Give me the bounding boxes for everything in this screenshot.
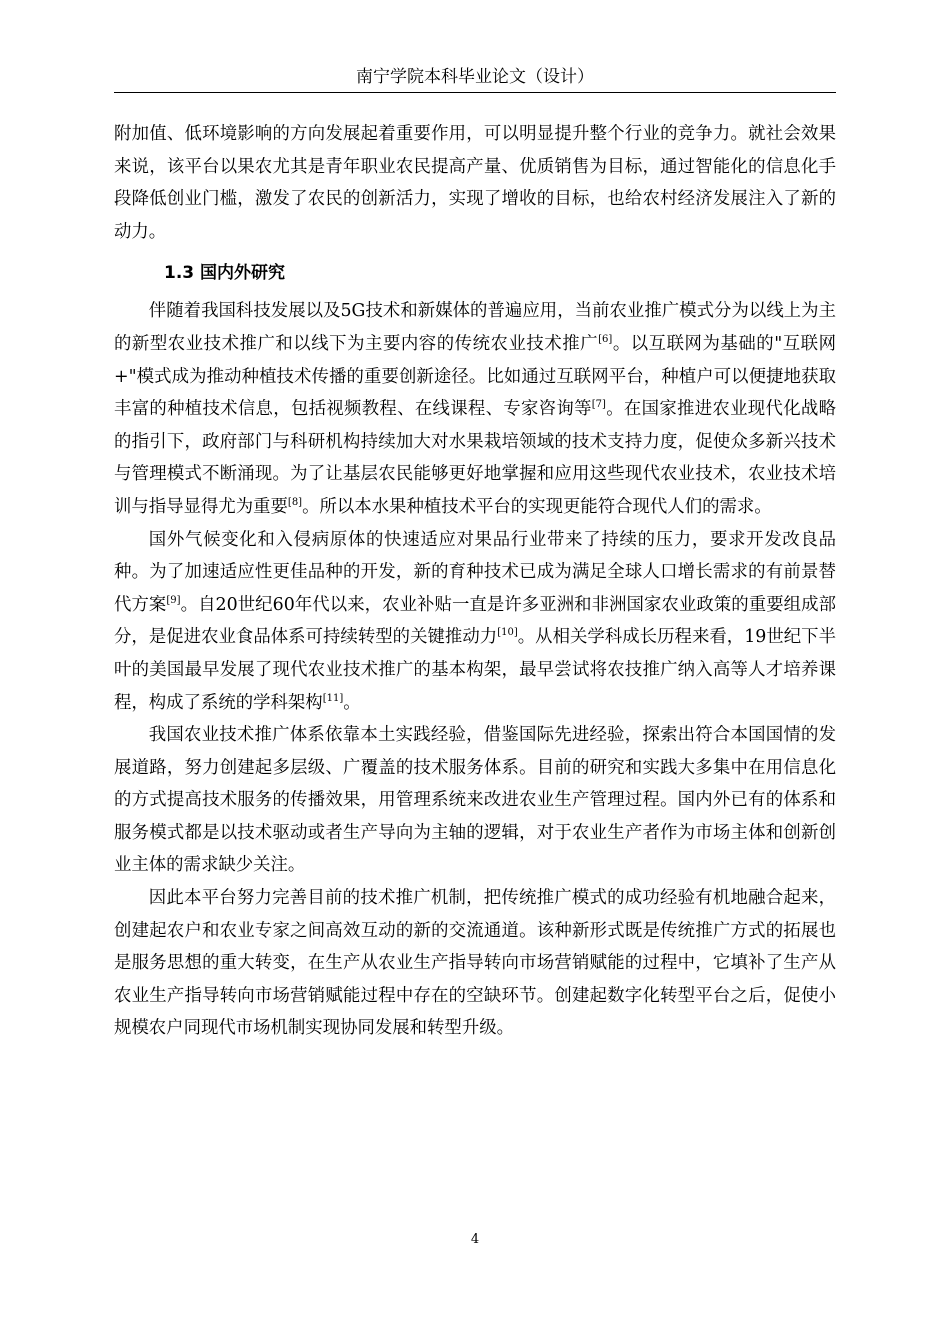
page-content [114, 118, 836, 1045]
text-segment: 国外气候变化和入侵病原体的快速适应对果品行业带来了持续的压力，要求开发改良品种。为了加速适应性更佳品种的开发，新的育种技术已成为满足全球人口增长需求的有前景替代方案 [114, 529, 836, 615]
section-heading: 1.3 国内外研究 [164, 263, 286, 284]
paragraph-domestic-system: 我国农业技术推广体系依靠本土实践经验，借鉴国际先进经验，探索出符合本国国情的发展道路，努力创建起多层级、广覆盖的技术服务体系。目前的研究和实践大多集中在用信息化的方式提高技术服务的传播效果，用管理系统来改进农业生产管理过程。国内外已有的体系和服务模式都是以技术驱动或者生产导向为主轴的逻辑，对于农业生产者作为市场主体和创新创业主体的需求缺少关注。 [114, 725, 836, 876]
text-segment: 。自20世纪60年代以来，农业补贴一直是许多亚洲和非洲国家农业政策的重要组成部分，是促进农业食品体系可持续转型的关键推动力 [114, 594, 836, 648]
paragraph-platform-summary: 因此本平台努力完善目前的技术推广机制，把传统推广模式的成功经验有机地融合起来，创建起农户和农业专家之间高效互动的新的交流通道。该种新形式既是传统推广方式的拓展也是服务思想的重大转变，在生产从农业生产指导转向市场营销赋能的过程中，它填补了生产从农业生产指导转向市场营销赋能过程中存在的空缺环节。创建起数字化转型平台之后，促使小规模农户同现代市场机制实现协同发展和转型升级。 [114, 888, 836, 1039]
text-segment: 。所以本水果种植技术平台的实现更能符合现代人们的需求。 [302, 496, 772, 517]
page-header [114, 62, 836, 93]
citation-11: [11] [322, 692, 344, 704]
page-number: 4 [470, 1232, 480, 1247]
text-segment: 。以互联网为基础的"互联网+"模式成为推动种植技术传播的重要创新途径。比如通过互联网平台，种植户可以便捷地获取丰富的种植技术信息，包括视频教程、在线课程、专家咨询等 [114, 333, 836, 420]
citation-7: [7] [591, 399, 606, 411]
citation-6: [6] [598, 334, 613, 346]
text-segment: 。从相关学科成长历程来看，19世纪下半叶的美国最早发展了现代农业技术推广的基本构架，最早尝试将农技推广纳入高等人才培养课程，构成了系统的学科架构 [114, 627, 836, 713]
continued-paragraph: 附加值、低环境影响的方向发展起着重要作用，可以明显提升整个行业的竞争力。就社会效果来说，该平台以果农尤其是青年职业农民提高产量、优质销售为目标，通过智能化的信息化手段降低创业门槛，激发了农民的创新活力，实现了增收的目标，也给农村经济发展注入了新的动力。 [114, 124, 836, 242]
header-title: 南宁学院本科毕业论文（设计） [356, 67, 594, 87]
text-segment: 伴随着我国科技发展以及5G技术和新媒体的普遍应用，当前农业推广模式分为以线上为主的新型农业技术推广和以线下为主要内容的传统农业技术推广 [114, 301, 836, 354]
citation-10: [10] [497, 627, 518, 639]
citation-9: [9] [166, 594, 181, 606]
text-segment: 。在国家推进农业现代化战略的指引下，政府部门与科研机构持续加大对水果栽培领域的技术支持力度，促使众多新兴技术与管理模式不断涌现。为了让基层农民能够更好地掌握和应用这些现代农业技术，农业技术培训与指导显得尤为重要 [114, 399, 836, 517]
text-segment: 。 [343, 692, 361, 713]
paragraph-domestic-promotion [114, 295, 836, 523]
paragraph-foreign-research [114, 524, 836, 720]
citation-8: [8] [287, 497, 303, 509]
